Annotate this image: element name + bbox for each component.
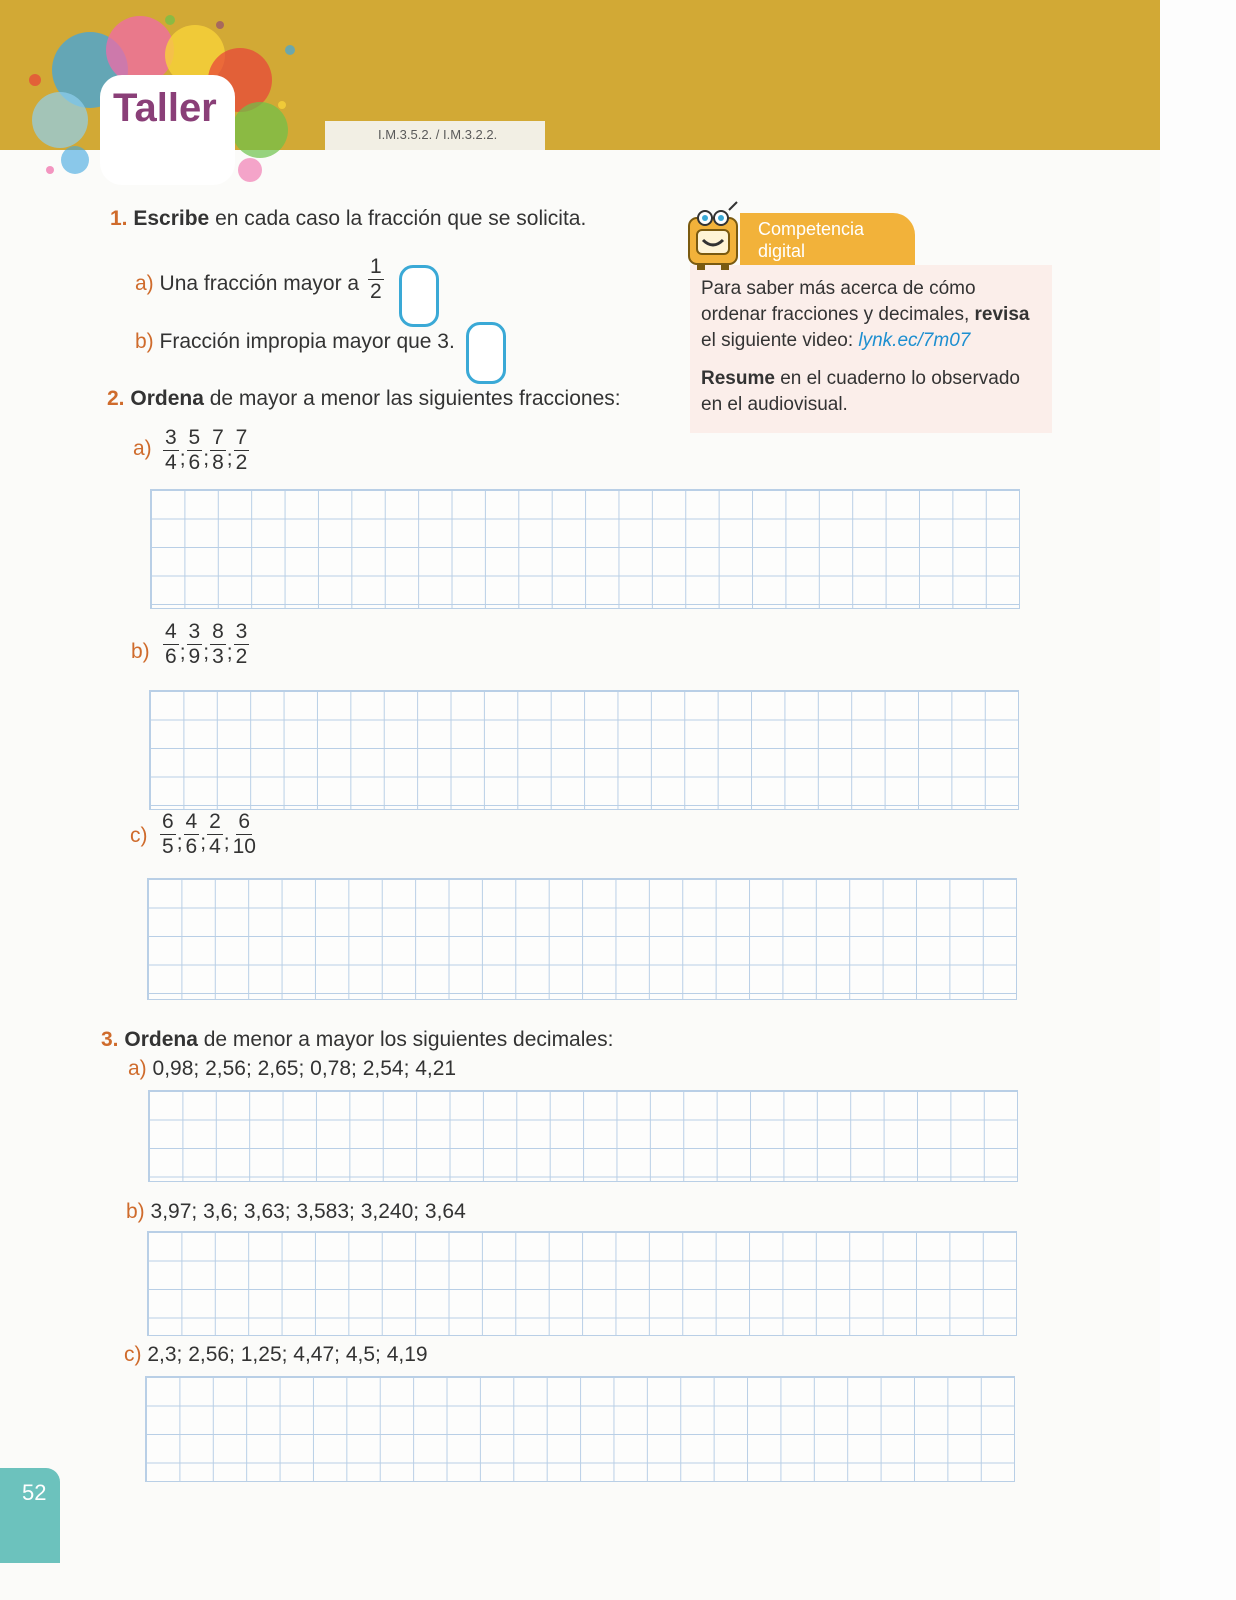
question-verb: Escribe: [133, 207, 210, 230]
separator: ;: [179, 641, 186, 664]
fraction-denominator: 2: [235, 645, 248, 668]
separator: ;: [223, 831, 230, 854]
answer-grid-2c[interactable]: [147, 878, 1017, 1000]
fraction-denominator: 6: [185, 835, 198, 858]
separator: ;: [176, 831, 183, 854]
item-letter: a): [128, 1057, 147, 1080]
fraction-denominator: 3: [212, 645, 224, 668]
fraction-numerator: 5: [188, 426, 201, 449]
fraction-numerator: 7: [235, 426, 248, 449]
question-number: 1.: [110, 207, 128, 230]
tab-line-1: Competencia: [758, 219, 865, 239]
fraction-denominator: 5: [162, 835, 174, 858]
answer-grid-3b[interactable]: [147, 1231, 1017, 1336]
digital-text-line-2: [701, 304, 1029, 326]
question-text: en cada caso la fracción que se solicita.: [209, 207, 587, 230]
item-letter: b): [135, 330, 154, 353]
answer-box-1b[interactable]: [466, 322, 506, 384]
fraction-denominator: 2: [235, 451, 248, 474]
answer-box-1a[interactable]: [399, 265, 439, 327]
item-letter: a): [135, 272, 154, 295]
page-title: Taller: [113, 86, 217, 130]
fraction-denominator: 6: [188, 451, 201, 474]
question-verb: Ordena: [130, 387, 204, 410]
decimal-list: 3,97; 3,6; 3,63; 3,583; 3,240; 3,64: [150, 1200, 466, 1223]
answer-grid-2a[interactable]: [150, 489, 1020, 609]
item-letter-2c: c): [130, 824, 148, 847]
separator: ;: [226, 641, 233, 664]
item-letter: c): [124, 1343, 142, 1366]
tab-line-2: digital: [758, 241, 806, 261]
fraction-numerator: 7: [212, 426, 224, 449]
item-letter-2b: b): [131, 640, 150, 663]
fraction-denominator: 4: [165, 451, 177, 474]
item-text: Fracción impropia mayor que 3.: [159, 330, 455, 353]
robot-mascot-icon: [683, 200, 749, 272]
item-letter-2a: a): [133, 437, 152, 460]
text-part: ordenar fracciones y decimales,: [701, 304, 975, 325]
digital-text-line-4: [701, 368, 1020, 390]
separator: ;: [200, 831, 207, 854]
fraction-numerator: 2: [209, 810, 221, 833]
page-edge: [1160, 0, 1236, 1600]
question-2: [107, 387, 621, 411]
page-number: 52: [22, 1480, 47, 1505]
separator: ;: [226, 447, 233, 470]
fraction-numerator: 1: [370, 255, 382, 278]
fraction-numerator: 3: [235, 620, 248, 643]
text-part: el siguiente video:: [701, 330, 859, 351]
video-link[interactable]: lynk.ec/7m07: [858, 330, 971, 351]
fraction-numerator: 6: [162, 810, 174, 833]
question-verb: Ordena: [124, 1028, 198, 1051]
item-letter: b): [126, 1200, 145, 1223]
fraction-numerator: 4: [185, 810, 198, 833]
question-3a: [128, 1057, 456, 1081]
text-bold: revisa: [974, 304, 1030, 325]
fraction-denominator: 9: [188, 645, 201, 668]
separator: ;: [179, 447, 186, 470]
answer-grid-3a[interactable]: [148, 1090, 1018, 1182]
digital-text-line-3: [701, 330, 970, 352]
fraction-numerator: 8: [212, 620, 224, 643]
answer-grid-2b[interactable]: [149, 690, 1019, 810]
question-text: de mayor a menor las siguientes fracciones:: [203, 387, 621, 410]
text-bold: Resume: [701, 368, 775, 389]
question-3c: [124, 1343, 428, 1367]
fraction-numerator: 3: [165, 426, 177, 449]
separator: ;: [203, 641, 210, 664]
fraction-denominator: 8: [212, 451, 224, 474]
question-1a: [135, 272, 359, 296]
fraction-numerator: 6: [238, 810, 251, 833]
question-3b: [126, 1200, 466, 1224]
answer-grid-3c[interactable]: [145, 1376, 1015, 1482]
fraction-denominator: 10: [232, 835, 256, 858]
digital-text-line-1: Para saber más acerca de cómo: [701, 278, 976, 299]
item-text: Una fracción mayor a: [159, 272, 360, 295]
question-3: [101, 1028, 613, 1052]
indicator-code: I.M.3.5.2. / I.M.3.2.2.: [378, 127, 498, 142]
question-1b: [135, 330, 455, 354]
separator: ;: [203, 447, 210, 470]
fraction-list-2b: [163, 620, 249, 669]
question-number: 3.: [101, 1028, 119, 1051]
fraction-list-2c: [160, 810, 258, 859]
fraction-numerator: 3: [188, 620, 201, 643]
fraction-denominator: 6: [165, 645, 177, 668]
question-text: de menor a mayor los siguientes decimales:: [197, 1028, 614, 1051]
decimal-list: 0,98; 2,56; 2,65; 0,78; 2,54; 4,21: [152, 1057, 457, 1080]
fraction-denominator: 4: [209, 835, 221, 858]
digital-text-line-5: en el audiovisual.: [701, 394, 848, 415]
decimal-list: 2,3; 2,56; 1,25; 4,47; 4,5; 4,19: [147, 1343, 428, 1366]
fraction-denominator: 2: [370, 280, 382, 303]
fraction-list-2a: [163, 426, 249, 475]
fraction-numerator: 4: [165, 620, 177, 643]
fraction-one-half: [368, 255, 384, 304]
question-1: [110, 207, 586, 231]
digital-competence-title: [758, 218, 864, 262]
text-part: en el cuaderno lo observado: [774, 368, 1020, 389]
question-number: 2.: [107, 387, 125, 410]
